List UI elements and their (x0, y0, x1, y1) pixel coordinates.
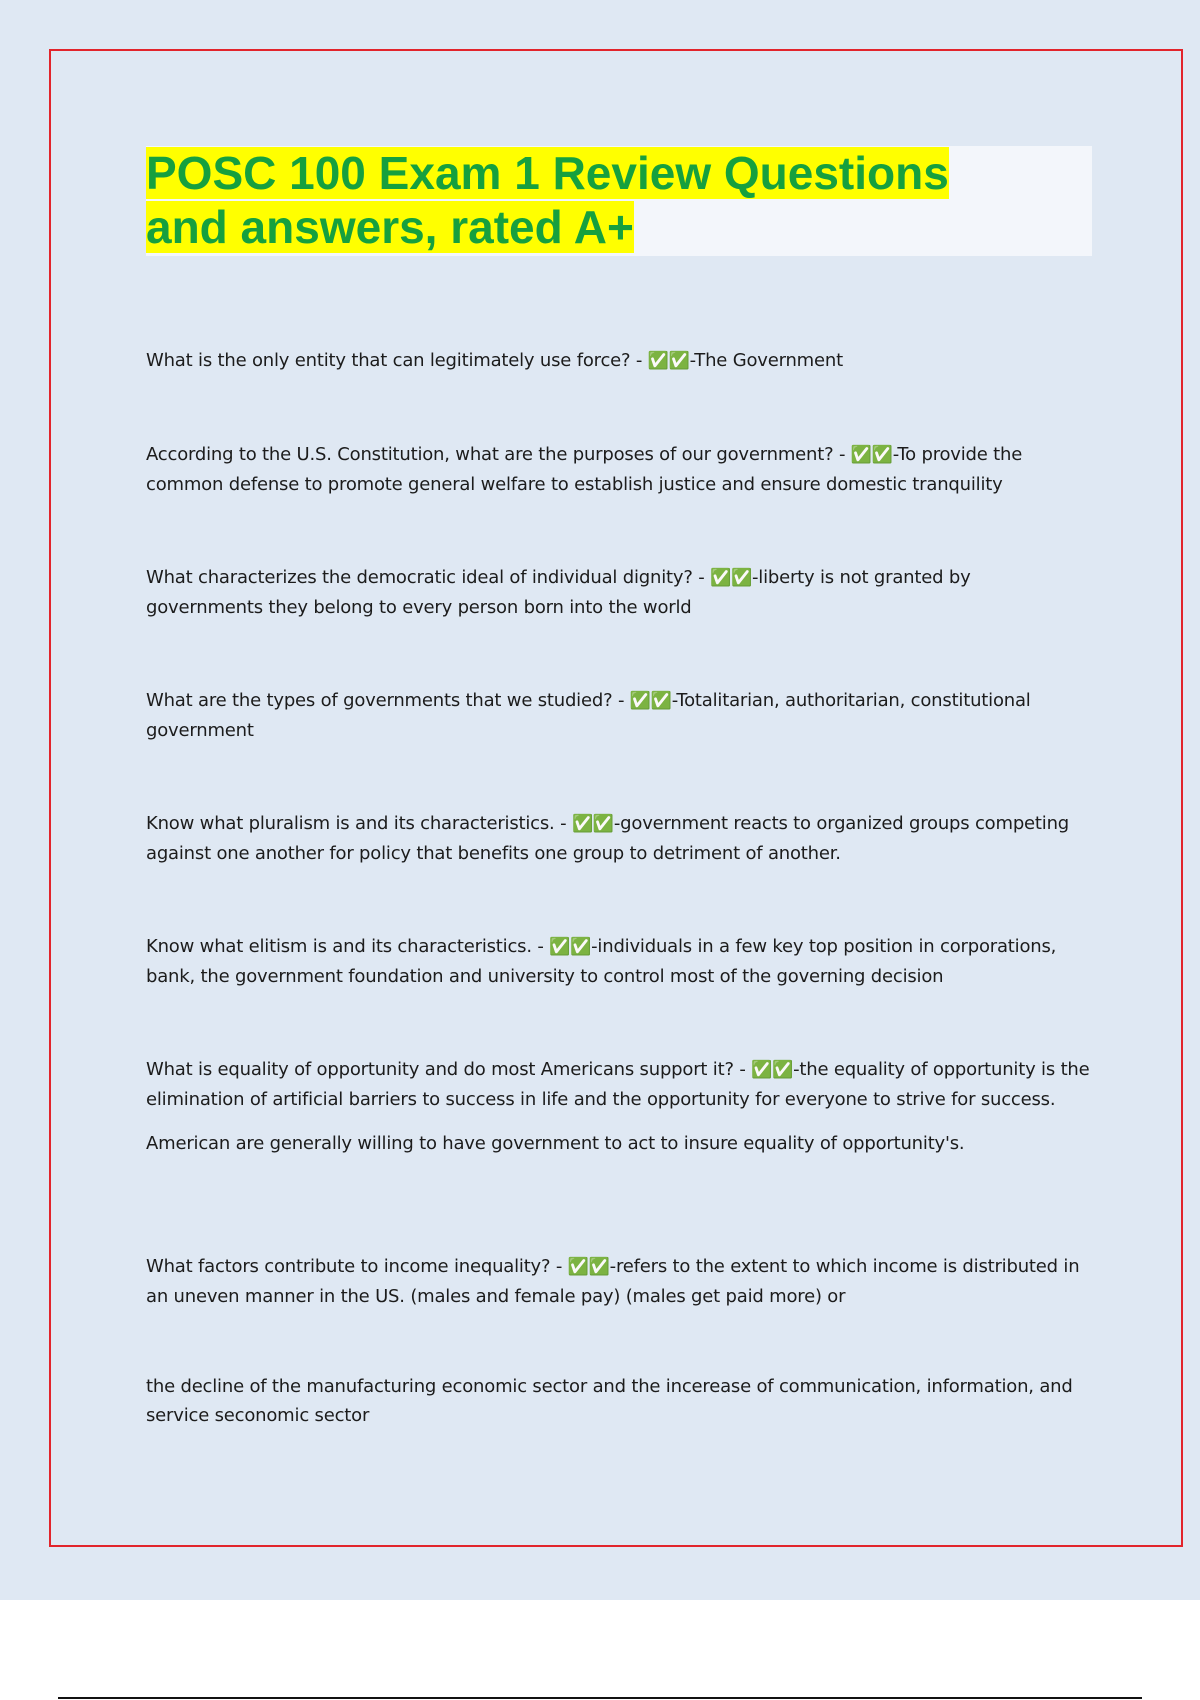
separator: - (630, 350, 648, 371)
qa-text (146, 1252, 1092, 1311)
qa-text (146, 563, 1092, 622)
qa-text (146, 1055, 1092, 1114)
qa-item-3 (146, 563, 1092, 622)
answer-text: -liberty is not granted by governments they belong to every person born into the world (146, 567, 971, 618)
title-line-2: and answers, rated A+ (146, 201, 634, 253)
answer-text: -The Government (689, 350, 843, 371)
title-block (146, 146, 1092, 256)
qa-text (146, 440, 1092, 499)
answer-text: -refers to the extent to which income is distributed in an uneven manner in the US. (males and female pay) (males get paid more) or (146, 1256, 1080, 1307)
question-text: What is the only entity that can legitimately use force? (146, 350, 631, 371)
answer-text: -the equality of opportunity is the elimination of artificial barriers to success in life and the opportunity for everyone to strive for success. (146, 1059, 1090, 1110)
answer-text: -To provide the common defense to promote general welfare to establish justice and ensure domestic tranquility (146, 444, 1023, 495)
separator: - (531, 936, 550, 957)
answer-continuation: American are generally willing to have government to act to insure equality of opportunity's. (146, 1133, 965, 1154)
qa-item-1 (146, 346, 1092, 376)
question-text: What are the types of governments that we studied? (146, 690, 613, 711)
check-icon: ✅✅ (629, 691, 672, 711)
check-icon: ✅✅ (567, 1257, 610, 1277)
qa-text (146, 809, 1092, 868)
qa-item-7 (146, 1055, 1092, 1158)
document-title (146, 146, 1092, 254)
qa-item-2 (146, 440, 1092, 499)
question-text: Know what elitism is and its characteristics. (146, 936, 532, 957)
separator: - (733, 1059, 752, 1080)
check-icon: ✅✅ (647, 351, 690, 371)
qa-text (146, 686, 1092, 745)
qa-item-4 (146, 686, 1092, 745)
qa-item-5 (146, 809, 1092, 868)
question-text: What is equality of opportunity and do most Americans support it? (146, 1059, 734, 1080)
separator: - (833, 444, 851, 465)
check-icon: ✅✅ (710, 568, 752, 588)
check-icon: ✅✅ (549, 937, 592, 957)
answer-text: -individuals in a few key top position in corporations, bank, the government foundation and university to control most of the governing decision (146, 936, 1057, 987)
separator: - (554, 813, 572, 834)
footer-rule (58, 1697, 1142, 1699)
question-text: What factors contribute to income inequality? (146, 1256, 551, 1277)
qa-text (146, 932, 1092, 991)
qa-item-6 (146, 932, 1092, 991)
question-text: Know what pluralism is and its characteristics. (146, 813, 555, 834)
qa-item-8 (146, 1252, 1092, 1430)
question-text: What characterizes the democratic ideal of individual dignity? (146, 567, 693, 588)
separator: - (692, 567, 711, 588)
answer-text: -government reacts to organized groups competing against one another for policy that benefits one group to detriment of another. (146, 813, 1070, 864)
check-icon: ✅✅ (571, 814, 614, 834)
separator: - (550, 1256, 568, 1277)
qa-text (146, 346, 1092, 376)
title-line-1: POSC 100 Exam 1 Review Questions (146, 147, 949, 199)
separator: - (612, 690, 630, 711)
question-text: According to the U.S. Constitution, what are the purposes of our government? (146, 444, 834, 465)
check-icon: ✅✅ (751, 1060, 794, 1080)
answer-text: -Totalitarian, authoritarian, constitutional government (146, 690, 1031, 741)
answer-continuation: the decline of the manufacturing economic sector and the incerease of communication, information, and service seconomic sector (146, 1376, 1073, 1426)
check-icon: ✅✅ (850, 445, 893, 465)
